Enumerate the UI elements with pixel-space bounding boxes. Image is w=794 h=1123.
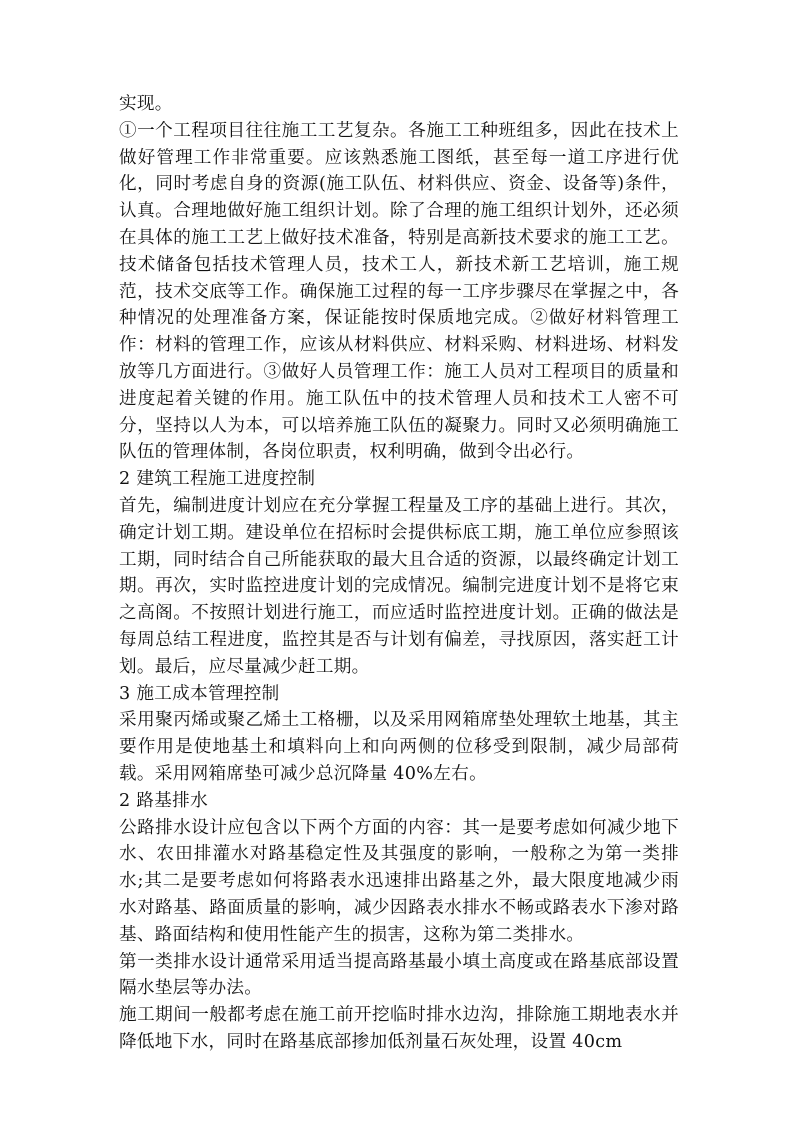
paragraph-construction-drainage: 施工期间一般都考虑在施工前开挖临时排水边沟，排除施工期地表水并降低地下水，同时在路基底部掺加低剂量石灰处理，设置 40cm — [119, 1005, 679, 1052]
section-heading-progress-control: 2 建筑工程施工进度控制 — [119, 469, 316, 490]
paragraph-drainage-design: 公路排水设计应包含以下两个方面的内容：其一是要考虑如何减少地下水、农田排灌水对路基稳定性及其强度的影响，一般称之为第一类排水;其二是要考虑如何将路表水迅速排出路基之外，最大限度地减少雨水对路基、路面质量的影响，减少因路表水排水不畅或路表水下渗对路基、路面结构和使用性能产生的损害，这称为第二类排水。 — [119, 817, 679, 945]
paragraph-continuation: 实现。 — [119, 94, 173, 114]
document-body — [119, 91, 679, 1056]
section-heading-cost-control: 3 施工成本管理控制 — [119, 683, 280, 704]
paragraph-progress-control: 首先，编制进度计划应在充分掌握工程量及工序的基础上进行。其次，确定计划工期。建设单位在招标时会提供标底工期，施工单位应参照该工期，同时结合自己所能获取的最大且合适的资源，以最终确定计划工期。再次，实时监控进度计划的完成情况。编制完进度计划不是将它束之高阁。不按照计划进行施工，而应适时监控进度计划。正确的做法是每周总结工程进度，监控其是否与计划有偏差，寻找原因，落实赶工计划。最后，应尽量减少赶工期。 — [119, 495, 679, 677]
paragraph-first-drainage: 第一类排水设计通常采用适当提高路基最小填土高度或在路基底部设置隔水垫层等办法。 — [119, 951, 679, 999]
paragraph-cost-control: 采用聚丙烯或聚乙烯土工格栅，以及采用网箱席垫处理软土地基，其主要作用是使地基土和填料向上和向两侧的位移受到限制，减少局部荷载。采用网箱席垫可减少总沉降量 40%左右。 — [119, 710, 679, 784]
paragraph-management: ①一个工程项目往往施工工艺复杂。各施工工种班组多，因此在技术上做好管理工作非常重要。应该熟悉施工图纸，甚至每一道工序进行优化，同时考虑自身的资源(施工队伍、材料供应、资金、设备等)条件，认真。合理地做好施工组织计划。除了合理的施工组织计划外，还必须在具体的施工工艺上做好技术准备，特别是高新技术要求的施工工艺。技术储备包括技术管理人员，技术工人，新技术新工艺培训，施工规范，技术交底等工作。确保施工过程的每一工序步骤尽在掌握之中，各种情况的处理准备方案，保证能按时保质地完成。②做好材料管理工作：材料的管理工作，应该从材料供应、材料采购、材料进场、材料发放等几方面进行。③做好人员管理工作：施工人员对工程项目的质量和进度起着关键的作用。施工队伍中的技术管理人员和技术工人密不可分，坚持以人为本，可以培养施工队伍的凝聚力。同时又必须明确施工队伍的管理体制，各岗位职责，权利明确，做到令出必行。 — [119, 120, 679, 463]
section-heading-subgrade-drainage: 2 路基排水 — [119, 790, 208, 811]
